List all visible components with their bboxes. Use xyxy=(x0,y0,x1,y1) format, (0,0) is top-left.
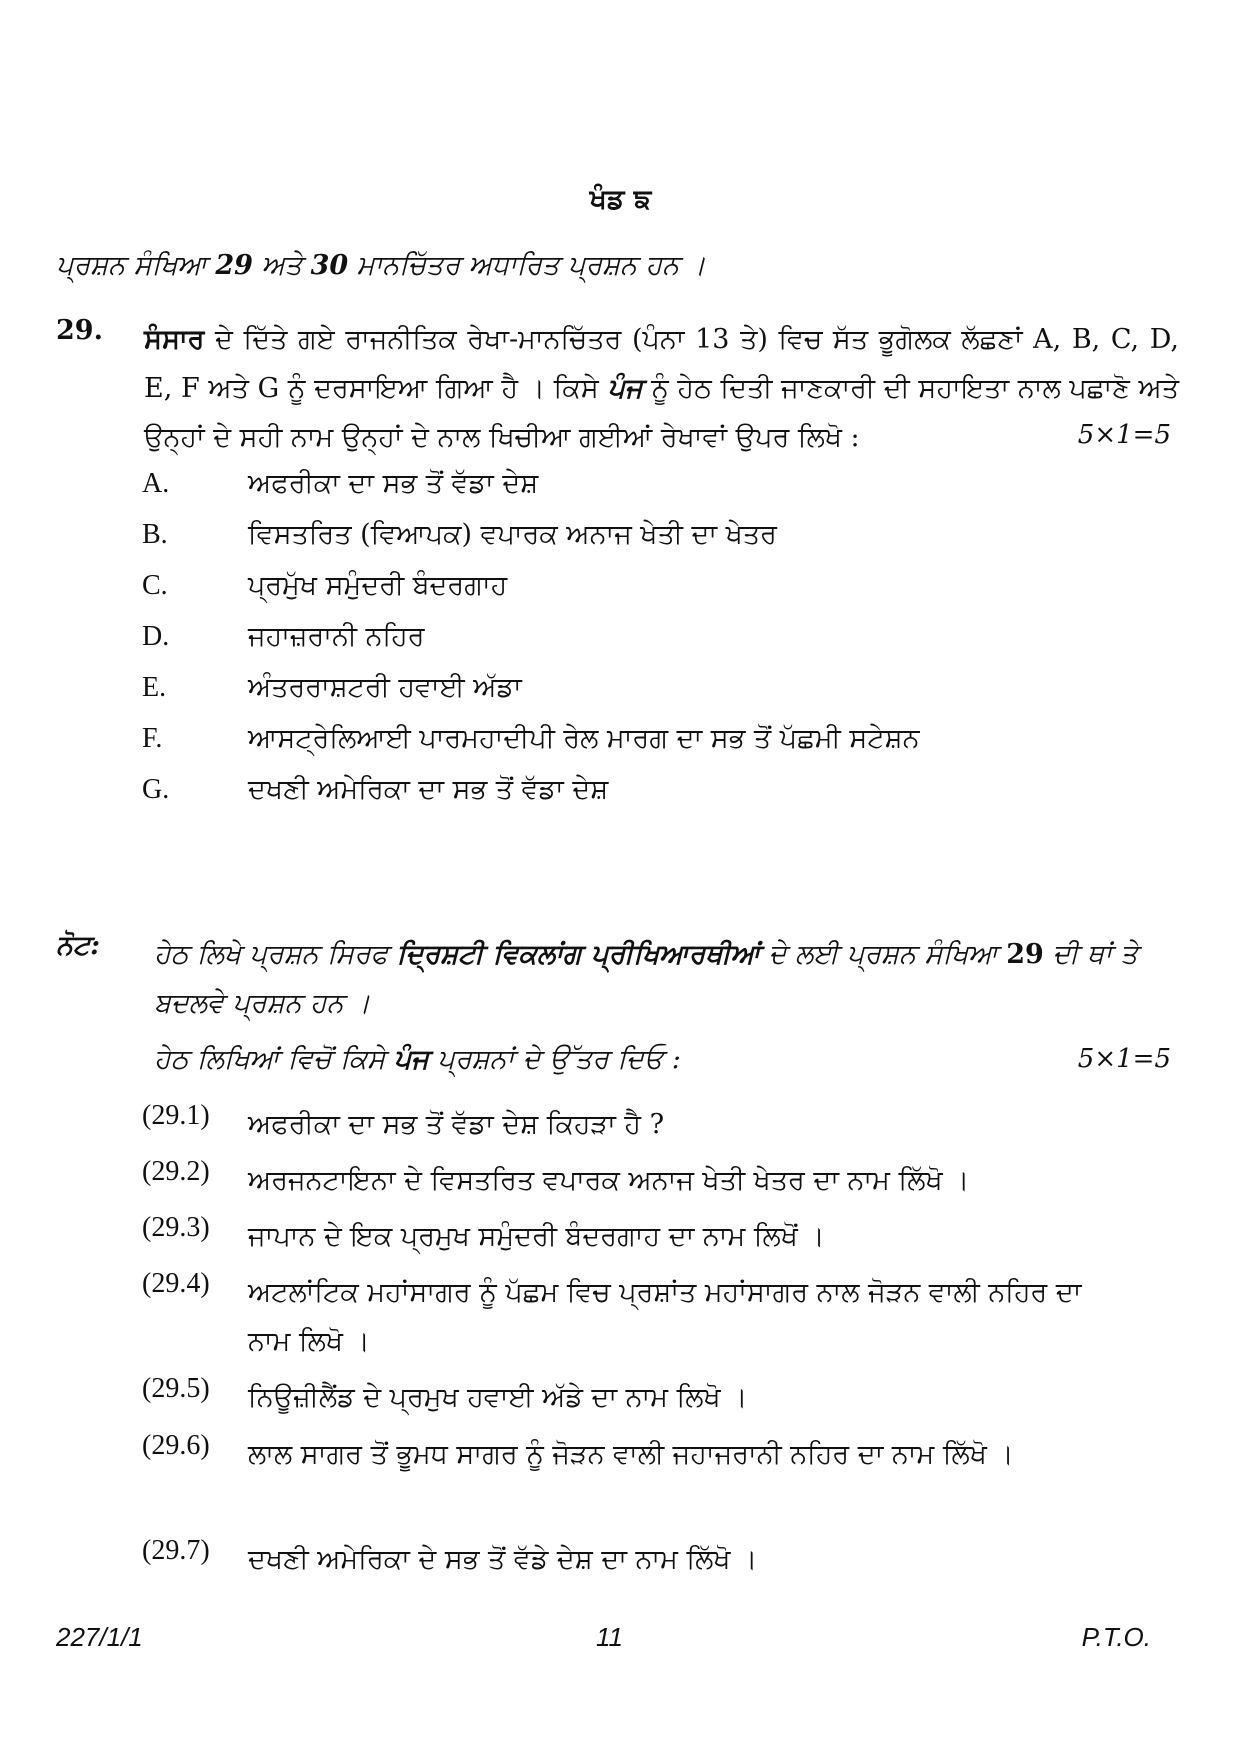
sub-question-number: (29.6) xyxy=(142,1430,210,1461)
option-letter: C. xyxy=(142,570,168,601)
note-bold-text: ਦ੍ਰਿਸ਼ਟੀ ਵਿਕਲਾਂਗ ਪ੍ਰੀਖਿਆਰਥੀਆਂ xyxy=(396,939,760,970)
note-text-part-a: ਹੇਠ ਲਿਖੇ ਪ੍ਰਸ਼ਨ ਸਿਰਫ xyxy=(154,939,389,970)
note-text xyxy=(154,930,1154,1028)
question-bold-italic-word: ਪੰਜ xyxy=(607,373,643,404)
note-label: ਨੋਟ: xyxy=(56,930,101,961)
option-letter: B. xyxy=(142,519,168,550)
section-title: ਖੰਡ ਙ xyxy=(589,184,652,215)
sub-question-29-1 xyxy=(142,1100,1122,1149)
note-number: 29 xyxy=(1006,939,1044,970)
sub-question-29-3 xyxy=(142,1212,1122,1261)
instruction-number-1: 29 xyxy=(215,250,253,281)
sub-question-number: (29.5) xyxy=(142,1373,210,1404)
sub-question-text: ਲਾਲ ਸਾਗਰ ਤੋਂ ਭੂਮਧ ਸਾਗਰ ਨੂੰ ਜੋੜਨ ਵਾਲੀ ਜਹਾਜਰਾਨੀ ਨਹਿਰ ਦਾ ਨਾਮ ਲਿੱਖੋ । xyxy=(248,1439,1014,1470)
sub-question-text: ਦਖਣੀ ਅਮੇਰਿਕਾ ਦੇ ਸਭ ਤੋਂ ਵੱਡੇ ਦੇਸ਼ ਦਾ ਨਾਮ ਲਿੱਖੋ । xyxy=(248,1544,758,1575)
option-text: ਅੰਤਰਰਾਸ਼ਟਰੀ ਹਵਾਈ ਅੱਡਾ xyxy=(248,672,522,703)
question-marks: 5×1=5 xyxy=(1077,420,1171,450)
option-letter: F. xyxy=(142,723,163,754)
note-text-part-c: ਦੀ ਥਾਂ ਤੇ ਬਦਲਵੇ ਪ੍ਰਸ਼ਨ ਹਨ । xyxy=(154,939,1138,1019)
sub-question-29-5 xyxy=(142,1373,1122,1422)
option-text: ਪ੍ਰਮੁੱਖ ਸਮੁੰਦਰੀ ਬੰਦਰਗਾਹ xyxy=(248,570,508,601)
alternate-instruction xyxy=(154,1044,681,1076)
sub-question-29-6 xyxy=(142,1430,1122,1479)
alternate-instruction-bold: ਪੰਜ xyxy=(393,1044,429,1075)
question-text-part-b: ਨੂੰ ਹੇਠ ਦਿਤੀ ਜਾਣਕਾਰੀ ਦੀ ਸਹਾਇਤਾ ਨਾਲ ਪਛਾਣੋ ਅਤੇ ਉਨ੍ਹਾਂ ਦੇ ਸਹੀ ਨਾਮ ਉਨ੍ਹਾਂ ਦੇ ਨਾਲ ਖਿਚੀਆ ਗਈਆਂ ਰੇਖਾਵਾਂ ਉਪਰ ਲਿਖੋ : xyxy=(144,373,1179,453)
alternate-marks: 5×1=5 xyxy=(1077,1044,1171,1074)
option-letter: E. xyxy=(142,672,167,703)
question-text-part-a: ਦੇ ਦਿੱਤੇ ਗਏ ਰਾਜਨੀਤਿਕ ਰੇਖਾ-ਮਾਨਚਿੱਤਰ (ਪੰਨਾ 13 ਤੇ) ਵਿਚ ਸੱਤ ਭੂਗੋਲਕ ਲੱਛਣਾਂ A, B, C, D, E, F ਅਤੇ G ਨੂੰ ਦਰਸਾਇਆ ਗਿਆ ਹੈ । ਕਿਸੇ xyxy=(144,324,1179,404)
option-letter: D. xyxy=(142,621,170,652)
question-bold-word: ਸੰਸਾਰ xyxy=(144,324,205,355)
sub-question-29-7 xyxy=(142,1535,1122,1584)
sub-question-number: (29.7) xyxy=(142,1535,210,1566)
instruction-mid: ਅਤੇ xyxy=(261,250,303,281)
sub-question-text: ਅਫਰੀਕਾ ਦਾ ਸਭ ਤੋਂ ਵੱਡਾ ਦੇਸ਼ ਕਿਹੜਾ ਹੈ ? xyxy=(248,1109,665,1140)
sub-question-text: ਨਿਊਜ਼ੀਲੈਂਡ ਦੇ ਪ੍ਰਮੁਖ ਹਵਾਈ ਅੱਡੇ ਦਾ ਨਾਮ ਲਿਖੋ । xyxy=(248,1382,748,1413)
note-block xyxy=(56,930,1186,1028)
instruction-suffix: ਮਾਨਚਿੱਤਰ ਅਧਾਰਿਤ ਪ੍ਰਸ਼ਨ ਹਨ । xyxy=(356,250,706,281)
sub-question-29-2 xyxy=(142,1156,1122,1205)
sub-question-text: ਜਾਪਾਨ ਦੇ ਇਕ ਪ੍ਰਮੁਖ ਸਮੁੰਦਰੀ ਬੰਦਰਗਾਹ ਦਾ ਨਾਮ ਲਿਖੋਂ । xyxy=(248,1221,825,1252)
note-text-part-b: ਦੇ ਲਈ ਪ੍ਰਸ਼ਨ ਸੰਖਿਆ xyxy=(768,939,998,970)
sub-question-number: (29.2) xyxy=(142,1156,210,1187)
question-number: 29. xyxy=(56,315,103,346)
question-text xyxy=(144,315,1179,462)
sub-question-29-4 xyxy=(142,1268,1122,1366)
option-text: ਅਫਰੀਕਾ ਦਾ ਸਭ ਤੋਂ ਵੱਡਾ ਦੇਸ਼ xyxy=(248,468,539,499)
instruction-number-2: 30 xyxy=(310,250,349,281)
sub-question-number: (29.3) xyxy=(142,1212,210,1243)
alternate-instruction-a: ਹੇਠ ਲਿਖਿਆਂ ਵਿਚੋਂ ਕਿਸੇ xyxy=(154,1044,386,1075)
alternate-instruction-b: ਪ੍ਰਸ਼ਨਾਂ ਦੇ ਉੱਤਰ ਦਿਓ : xyxy=(437,1044,681,1075)
sub-question-number: (29.1) xyxy=(142,1100,210,1131)
option-text: ਵਿਸਤਰਿਤ (ਵਿਆਪਕ) ਵਪਾਰਕ ਅਨਾਜ ਖੇਤੀ ਦਾ ਖੇਤਰ xyxy=(248,519,777,550)
sub-question-number: (29.4) xyxy=(142,1268,210,1299)
footer-pto: P.T.O. xyxy=(1081,1622,1151,1652)
instruction-prefix: ਪ੍ਰਸ਼ਨ ਸੰਖਿਆ xyxy=(56,250,207,281)
option-text: ਆਸਟ੍ਰੇਲਿਆਈ ਪਾਰਮਹਾਦੀਪੀ ਰੇਲ ਮਾਰਗ ਦਾ ਸਭ ਤੋਂ ਪੱਛਮੀ ਸਟੇਸ਼ਨ xyxy=(248,723,920,754)
option-letter: A. xyxy=(142,468,170,499)
option-letter: G. xyxy=(142,774,170,805)
section-instruction xyxy=(56,250,706,282)
option-text: ਜਹਾਜ਼ਰਾਨੀ ਨਹਿਰ xyxy=(248,621,425,652)
sub-question-text: ਅਟਲਾਂਟਿਕ ਮਹਾਂਸਾਗਰ ਨੂੰ ਪੱਛਮ ਵਿਚ ਪ੍ਰਸ਼ਾਂਤ ਮਹਾਂਸਾਗਰ ਨਾਲ ਜੋੜਨ ਵਾਲੀ ਨਹਿਰ ਦਾ ਨਾਮ ਲਿਖੋ । xyxy=(248,1277,1082,1357)
option-text: ਦਖਣੀ ਅਮੇਰਿਕਾ ਦਾ ਸਭ ਤੋਂ ਵੱਡਾ ਦੇਸ਼ xyxy=(248,774,609,805)
footer-paper-code: 227/1/1 xyxy=(56,1622,143,1652)
sub-question-text: ਅਰਜਨਟਾਇਨਾ ਦੇ ਵਿਸਤਰਿਤ ਵਪਾਰਕ ਅਨਾਜ ਖੇਤੀ ਖੇਤਰ ਦਾ ਨਾਮ ਲਿੱਖੋ । xyxy=(248,1165,970,1196)
question-29 xyxy=(56,315,1186,462)
footer-page-number: 11 xyxy=(596,1622,623,1652)
